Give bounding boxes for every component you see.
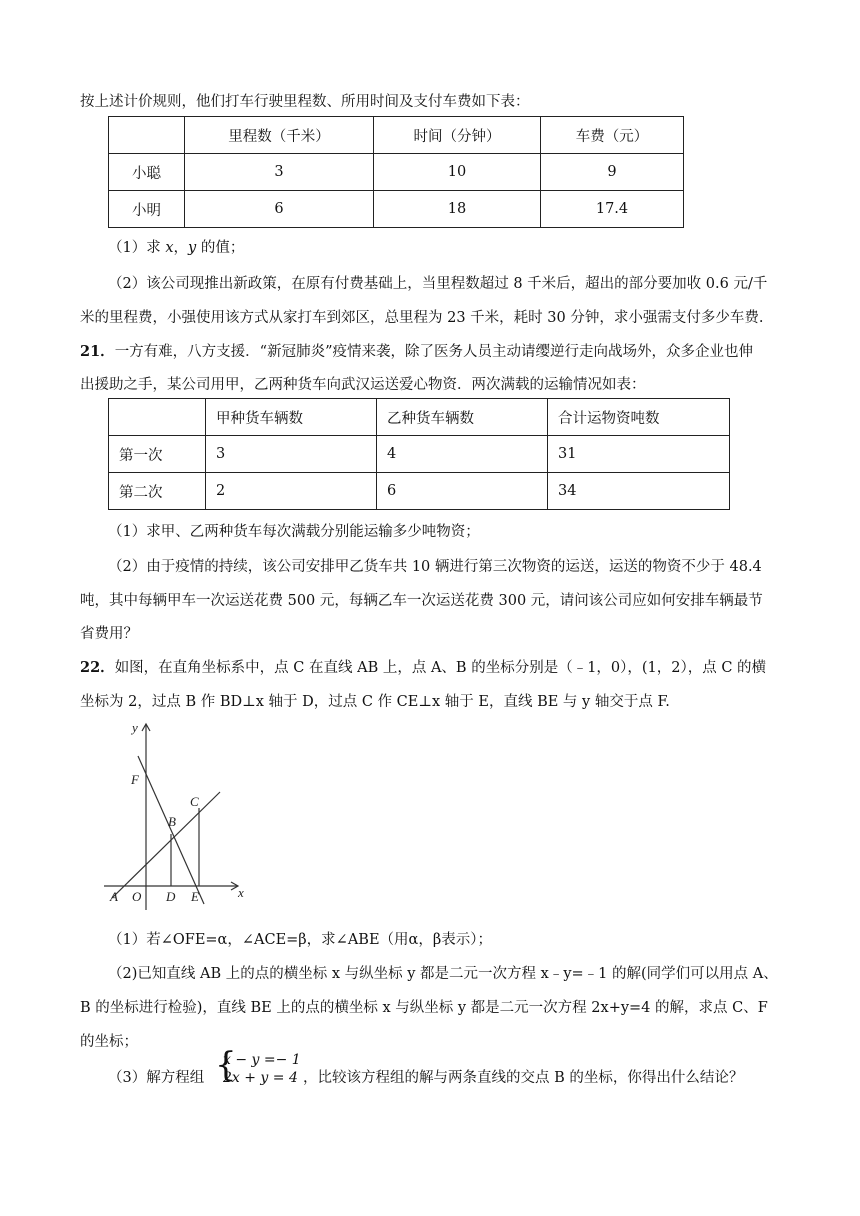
q22-part2-line3: 的坐标； bbox=[80, 1034, 138, 1050]
table-row bbox=[109, 191, 684, 228]
q21-line1 bbox=[80, 340, 753, 361]
table-cell: 里程数（千米） bbox=[185, 117, 374, 154]
left-brace: { bbox=[215, 1045, 237, 1085]
equation-1: x − y =− 1 bbox=[223, 1052, 301, 1068]
q22-line1 bbox=[80, 656, 766, 677]
label-b: B bbox=[168, 814, 176, 829]
q20-part2-line2: 米的里程费，小强使用该方式从家打车到郊区，总里程为 23 千米，耗时 30 分钟，求小强需支付多少车费. bbox=[80, 310, 764, 326]
table-cell: 甲种货车辆数 bbox=[206, 399, 377, 436]
table-cell: 乙种货车辆数 bbox=[377, 399, 548, 436]
table-cell: 车费（元） bbox=[541, 117, 684, 154]
question-number: 21． bbox=[80, 343, 115, 360]
table-cell: 17.4 bbox=[541, 191, 684, 228]
comma: ， bbox=[173, 240, 189, 256]
table-cell: 3 bbox=[206, 436, 377, 473]
q22-part2-line1: （2)已知直线 AB 上的点的横坐标 x 与纵坐标 y 都是二元一次方程 x﹣y=﹣1 的解(同学们可以用点 A、 bbox=[108, 966, 778, 982]
label-x: x bbox=[238, 885, 244, 900]
q21-part2-line2: 吨，其中每辆甲车一次运送花费 500 元，每辆乙车一次运送花费 300 元，请问该公司应如何安排车辆最节 bbox=[80, 593, 763, 609]
fare-table bbox=[108, 116, 684, 228]
q22-part1: （1）若∠OFE=α，∠ACE=β，求∠ABE（用α，β表示）； bbox=[108, 932, 492, 948]
table-cell: 4 bbox=[377, 436, 548, 473]
label-y: y bbox=[132, 720, 138, 735]
q22-text: 如图，在直角坐标系中，点 C 在直线 AB 上，点 A、B 的坐标分别是（﹣1，0），(1，2），点 C 的横 bbox=[114, 660, 767, 676]
table-header-row bbox=[109, 117, 684, 154]
var-y: y bbox=[188, 240, 197, 256]
label-c: C bbox=[190, 794, 199, 809]
q21-part2-line1: （2）由于疫情的持续，该公司安排甲乙货车共 10 辆进行第三次物资的运送，运送的物资不少于 48.4 bbox=[108, 559, 762, 575]
label-o: O bbox=[132, 889, 142, 904]
var-x: x bbox=[165, 240, 174, 256]
equation-2: 2x + y = 4 bbox=[223, 1070, 298, 1086]
intro-text: 按上述计价规则，他们打车行驶里程数、所用时间及支付车费如下表： bbox=[80, 94, 530, 110]
label-a: A bbox=[110, 889, 118, 904]
table-row bbox=[109, 154, 684, 191]
table-cell: 31 bbox=[548, 436, 730, 473]
table-cell: 6 bbox=[185, 191, 374, 228]
table-cell: 6 bbox=[377, 473, 548, 510]
q20-part2-line1: （2）该公司现推出新政策，在原有付费基础上，当里程数超过 8 千米后，超出的部分要加收 0.6 元/千 bbox=[108, 276, 768, 292]
table-row bbox=[109, 436, 730, 473]
table-cell: 合计运物资吨数 bbox=[548, 399, 730, 436]
table-cell: 小明 bbox=[109, 191, 185, 228]
q21-part1: （1）求甲、乙两种货车每次满载分别能运输多少吨物资； bbox=[108, 524, 480, 540]
table-cell: 34 bbox=[548, 473, 730, 510]
table-cell: 小聪 bbox=[109, 154, 185, 191]
table-header-row bbox=[109, 399, 730, 436]
table-cell: 18 bbox=[374, 191, 541, 228]
question-number: 22． bbox=[80, 659, 115, 676]
table-cell: 10 bbox=[374, 154, 541, 191]
table-cell bbox=[109, 117, 185, 154]
q22-part3-text: ，比较该方程组的解与两条直线的交点 B 的坐标，你得出什么结论？ bbox=[303, 1070, 744, 1086]
q21-part2-line3: 省费用？ bbox=[80, 626, 138, 642]
table-cell: 时间（分钟） bbox=[374, 117, 541, 154]
q21-text: 一方有难，八方支援．“新冠肺炎”疫情来袭，除了医务人员主动请缨逆行走向战场外，众多企业也伸 bbox=[114, 344, 754, 360]
q20-part1-text: （1）求 bbox=[108, 240, 166, 256]
label-d: D bbox=[166, 889, 176, 904]
table-cell: 第二次 bbox=[109, 473, 206, 510]
table-cell bbox=[109, 399, 206, 436]
transport-table bbox=[108, 398, 730, 510]
line-ab bbox=[112, 792, 220, 898]
q22-line2: 坐标为 2，过点 B 作 BD⊥x 轴于 D，过点 C 作 CE⊥x 轴于 E，直线 BE 与 y 轴交于点 F. bbox=[80, 694, 670, 710]
q20-part1-end: 的值； bbox=[196, 240, 245, 256]
q22-part2-line2: B 的坐标进行检验)，直线 BE 上的点的横坐标 x 与纵坐标 y 都是二元一次方程 2x+y=4 的解，求点 C、F bbox=[80, 1000, 768, 1016]
table-cell: 9 bbox=[541, 154, 684, 191]
coordinate-figure bbox=[100, 716, 260, 910]
q20-part1 bbox=[108, 236, 244, 257]
label-e: E bbox=[191, 889, 199, 904]
q21-line2: 出援助之手，某公司用甲，乙两种货车向武汉运送爱心物资．两次满载的运输情况如表： bbox=[80, 377, 646, 393]
table-cell: 2 bbox=[206, 473, 377, 510]
table-row bbox=[109, 473, 730, 510]
label-f: F bbox=[131, 772, 139, 787]
table-cell: 第一次 bbox=[109, 436, 206, 473]
table-cell: 3 bbox=[185, 154, 374, 191]
q22-part3-label: （3）解方程组 bbox=[108, 1070, 205, 1086]
